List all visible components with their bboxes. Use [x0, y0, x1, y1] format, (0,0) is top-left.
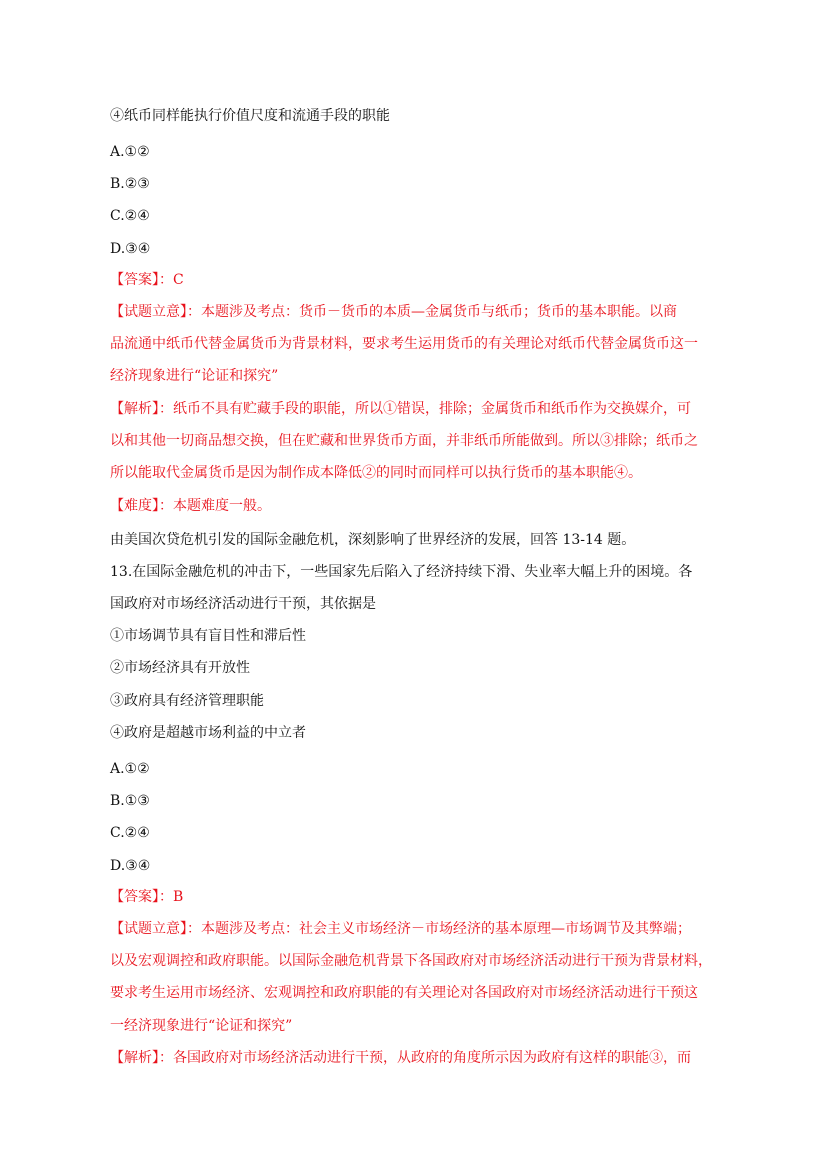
question-13-line-1: 13.在国际金融危机的冲击下，一些国家先后陷入了经济持续下滑、失业率大幅上升的困境。各 [110, 564, 693, 580]
choice-a: A.①② [110, 144, 150, 160]
choice-c: C.②④ [110, 208, 150, 224]
difficulty-line: 【难度】：本题难度一般。 [110, 498, 271, 514]
analysis-line-3: 所以能取代金属货币是因为制作成本降低②的同时而同样可以执行货币的基本职能④。 [110, 465, 642, 481]
option-statement-1: ①市场调节具有盲目性和滞后性 [110, 628, 306, 644]
passage-intro: 由美国次贷危机引发的国际金融危机，深刻影响了世界经济的发展，回答 13-14 题。 [110, 532, 636, 548]
choice-d-2: D.③④ [110, 858, 151, 874]
choice-d: D.③④ [110, 241, 151, 257]
analysis-line-2-1: 【解析】：各国政府对市场经济活动进行干预，从政府的角度所示因为政府有这样的职能③，而 [110, 1050, 691, 1066]
intent-line-2-4: 一经济现象进行“论证和探究” [110, 1018, 293, 1034]
answer-line: 【答案】：C [110, 272, 184, 288]
option-statement-3: ③政府具有经济管理职能 [110, 693, 264, 709]
choice-c-2: C.②④ [110, 825, 150, 841]
choice-a-2: A.①② [110, 761, 150, 777]
question-13-line-2: 国政府对市场经济活动进行干预，其依据是 [110, 596, 376, 612]
option-statement-4b: ④政府是超越市场利益的中立者 [110, 725, 306, 741]
choice-b: B.②③ [110, 176, 150, 192]
intent-line-1: 【试题立意】：本题涉及考点：货币－货币的本质—金属货币与纸币；货币的基本职能。以商 [110, 304, 677, 320]
intent-line-2-2: 以及宏观调控和政府职能。以国际金融危机背景下各国政府对市场经济活动进行干预为背景材料， [110, 953, 712, 969]
analysis-line-1: 【解析】：纸币不具有贮藏手段的职能，所以①错误，排除；金属货币和纸币作为交换媒介，可 [110, 401, 691, 417]
choice-b-2: B.①③ [110, 793, 150, 809]
option-statement-2: ②市场经济具有开放性 [110, 660, 250, 676]
intent-line-3: 经济现象进行“论证和探究” [110, 368, 279, 384]
analysis-line-2: 以和其他一切商品想交换，但在贮藏和世界货币方面，并非纸币所能做到。所以③排除；纸币之 [110, 433, 698, 449]
intent-line-2-3: 要求考生运用市场经济、宏观调控和政府职能的有关理论对各国政府对市场经济活动进行干预这 [110, 985, 698, 1001]
intent-line-2-1: 【试题立意】：本题涉及考点：社会主义市场经济－市场经济的基本原理—市场调节及其弊端； [110, 921, 691, 937]
intent-line-2: 品流通中纸币代替金属货币为背景材料，要求考生运用货币的有关理论对纸币代替金属货币这一 [110, 336, 698, 352]
option-statement-4: ④纸币同样能执行价值尺度和流通手段的职能 [110, 108, 390, 124]
answer-line-2: 【答案】：B [110, 889, 184, 905]
